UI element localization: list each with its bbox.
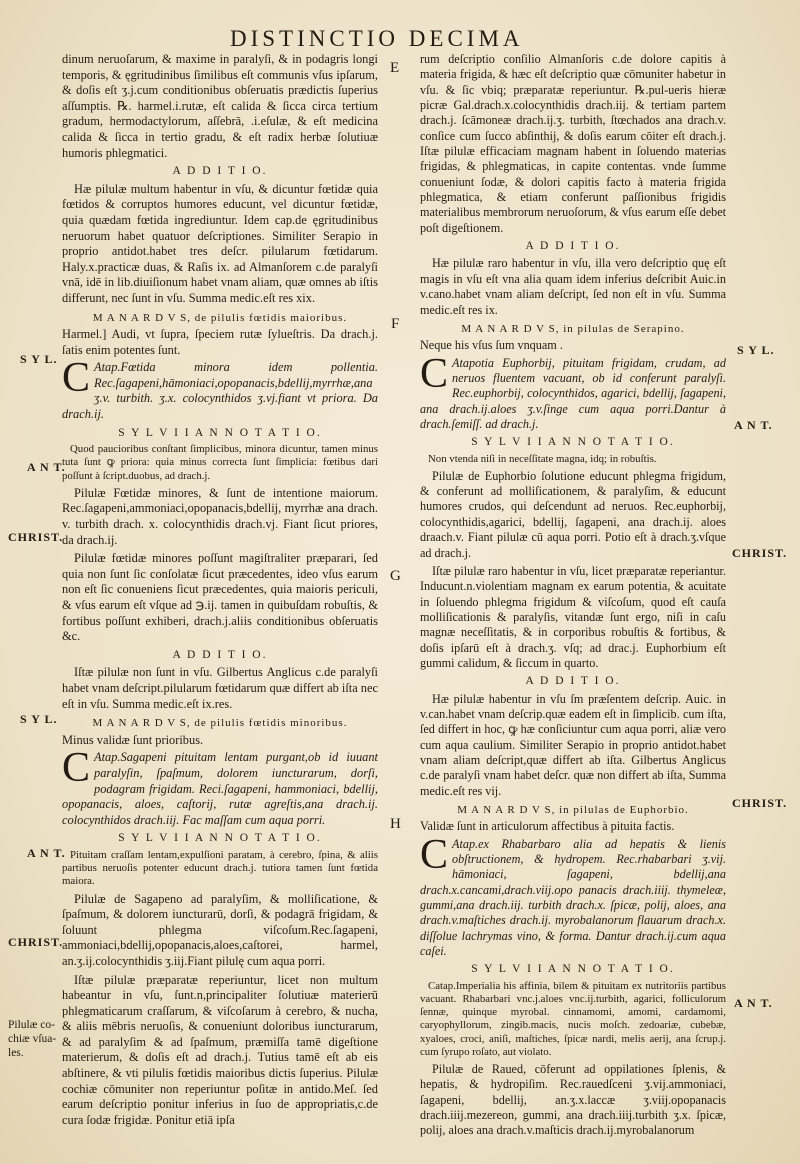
- right-paragraph: [420, 819, 726, 834]
- paragraph-text: M A N A R D V S, in pilulas de Serapino.: [461, 322, 685, 335]
- right-paragraph: [420, 435, 726, 450]
- margin-note-pilulae: Pilulæ co- chiæ vſua- les.: [8, 1019, 57, 1059]
- paragraph-text: S Y L V I I A N N O T A T I O.: [118, 832, 322, 845]
- paragraph-text: Pilulæ Fœtidæ minores, & ſunt de intentione maiorum. Rec.ſagapeni,ammoniaci,opopanacis,bdellij, myrrhæ ana drach. v. turbith drach. x. colocynthidis drach.vj. Fiant ſicut priores, da drach.ij.: [62, 485, 378, 547]
- left-paragraph: [62, 973, 378, 1129]
- margin-label-ant: A N T.: [27, 460, 66, 474]
- margin-label-christ-2: CHRIST.: [8, 935, 64, 949]
- paragraph-text: Hæ pilulæ habentur in vſu ſm præſentem deſcrip. Auic. in v.can.habet vnam deſcrip.quæ eadem eſt in ſimplicib. cum iſta, ſed differt in hoc, ꝙ hæ conſiciuntur cum aqua porri, aliæ vero cum aqua caulium. Similiter Serapio in proprio antidot.habet vnam aliam deſcript,quæ differt ab iſta. Gilbertus Anglicus c.de paralyſi vnam habet deſcr. quæ non differt ab iſta, Summa medic.eſt res vij.: [420, 691, 726, 798]
- paragraph-text: Hæ pilulæ raro habentur in vſu, illa vero deſcriptio quę eſt magis in vſu eſt vna alia quam idem inferius deſcribit Auic.in v.cano.habet vnam aliam deſcript, ſed non eſt in vſu. Summa medic.eſt res ix.: [420, 256, 726, 317]
- paragraph-text: Iſtæ pilulæ præparatæ reperiuntur, licet non multum habeantur in vſu, ſunt.n,principaliter ſolutiuæ materierū phlegmaticarum craſſarum, & viſcoſarum à cerebro, & nucha, & aliis mēbris neruoſis, & conueniunt doloribus iuncturarum, & ad paralyſim & ad ſpaſmum, præmiſſa tamē digeſtione materierum, & doſis eſt ad drach.j. Tutius tamē eſt ab eis abſtinere, & vti pilulis fœtidis maioribus dictis ſuperius. Pilulæ cochiæ cōmuniter non reperiuntur poſitæ in antido.Meſ. ſed earum deſcriptio ponitur inferius in ſuo de appropriatis,c.de cura ſodæ frigidæ. Ponitur etiā ipſa: [62, 972, 378, 1127]
- margin-label-christ: CHRIST.: [8, 530, 64, 544]
- paragraph-text: Harmel.] Audi, vt ſupra, ſpeciem rutæ ſylueſtris. Da drach.j. ſatis enim potentes ſunt.: [62, 327, 378, 357]
- right-paragraph: [420, 322, 726, 337]
- section-letter-f: F: [391, 316, 400, 332]
- margin-label-syl: S Y L.: [20, 352, 58, 366]
- paragraph-text: Non vtenda niſi in neceſſitate magna, idq; in robuſtis.: [428, 452, 657, 465]
- paragraph-text: A D D I T I O.: [525, 240, 621, 253]
- left-paragraph: [62, 52, 378, 161]
- paragraph-text: Atap.Sagapeni pituitam lentam purgant,ob id iuuant paralyſin, ſpaſmum, dolorem iuncturarum, dorſi, podagram frigidam. Reci.ſagapeni, hammoniaci, bdellij, opopanacis, aloes, caſtorij, rutæ agreſtis,ana drach.ij. colocynthidos drach.iij. Fac maſſam cum aqua porri.: [62, 750, 378, 827]
- paragraph-text: M A N A R D V S, de pilulis fœtidis maioribus.: [92, 311, 348, 324]
- left-paragraph: [62, 892, 378, 970]
- left-paragraph: [62, 311, 378, 327]
- left-paragraph: [62, 426, 378, 442]
- left-paragraph: [62, 716, 378, 732]
- margin-label-syl-right: S Y L.: [737, 343, 775, 357]
- section-letter-g: G: [390, 568, 401, 584]
- left-paragraph: [62, 648, 378, 664]
- left-paragraph: [62, 665, 378, 712]
- paragraph-text: Pituitam craſſam lentam,expulſioni paratam, à cerebro, ſpina, & aliis partibus neruoſis potenter educunt drach.j. tutiora tamen ſunt fœtida maiora.: [62, 848, 378, 888]
- left-paragraph: [62, 164, 378, 180]
- right-paragraph: [420, 453, 726, 466]
- left-paragraph: [62, 733, 378, 749]
- left-paragraph: [62, 182, 378, 307]
- paragraph-text: Atapotia Euphorbij, pituitam frigidam, crudam, ad neruos fluentem vacuant, ob id conferunt paralyſi. Rec.euphorbij, colocynthidos, agarici, bdellij, ſagapeni, ana drach.ij.aloes ʒ.v.ſinge cum aqua porri.Dantur à drach.ſemiſſ. ad drach.j.: [420, 355, 726, 431]
- left-paragraph: [62, 551, 378, 645]
- margin-label-christ-right-2: CHRIST.: [732, 796, 788, 810]
- running-header: DISTINCTIO DECIMA: [230, 26, 524, 51]
- paragraph-text: A D D I T I O.: [172, 165, 268, 178]
- margin-label-christ-right: CHRIST.: [732, 546, 788, 560]
- right-paragraph: [420, 350, 726, 433]
- margin-label-ant-right-2: A N T.: [734, 996, 773, 1010]
- right-paragraph: [420, 564, 726, 671]
- margin-label-syl-2: S Y L.: [20, 712, 58, 726]
- right-paragraph: [420, 980, 726, 1059]
- left-column: [62, 52, 378, 1131]
- right-paragraph: [420, 239, 726, 254]
- paragraph-text: A D D I T I O.: [525, 675, 621, 688]
- paragraph-text: M A N A R D V S, de pilulis fœtidis minoribus.: [92, 717, 348, 730]
- paragraph-text: M A N A R D V S, in pilulas de Euphorbio.: [457, 804, 689, 817]
- right-paragraph: [420, 469, 726, 561]
- left-paragraph: [62, 355, 378, 422]
- paragraph-text: Hæ pilulæ multum habentur in vſu, & dicuntur fœtidæ quia fœtidos & corruptos humores educunt, vel dicuntur fœtidæ, quia quædam fœtida ingrediuntur. Idem cap.de ęgritudinibus neruorum habet quatuor deſcriptiones. Similiter Serapio in proprio antidot.habet tres deſcr. pilularum fœtidarum. Haly.x.practicæ duas, & Raſis ix. ad Almanſorem c.de paralyſi vnā, idē in lib.diuiſionum habet vnam aliam, quæ omnes ab iſtis differunt, nec ſunt in vſu. Summa medic.eſt res xix.: [62, 181, 378, 305]
- right-paragraph: [420, 52, 726, 236]
- right-paragraph: [420, 1062, 726, 1139]
- paragraph-text: Pilulæ de Raued, cōferunt ad oppilationes ſplenis, & hepatis, & hydropiſim. Rec.rauedſceni ʒ.vij.ammoniaci, ſagapeni, bdellij, an.ʒ.x.laccæ ʒ.viij.opopanacis drach.iiij.mezereon, gummi, ana drach.iiij.turbith ʒ.x. ſpicæ, polij, aloes ana drach.v.maſticis drach.ij.myrobalanorum: [420, 1062, 726, 1138]
- paragraph-text: S Y L V I I A N N O T A T I O.: [118, 426, 322, 439]
- paragraph-text: Catap.Imperialia his affinia, bilem & pituitam ex nutritoriis partibus vacuant. Rhabarbari vnc.j.aloes vnc.ij.turbith, agarici, folliculorum ſennæ, quinque myrobal. cinnamomi, amomi, cardamomi, caryophyllorum, zingib.macis, nucis moſch. zedoariæ, cubebæ, xyaloes, croci, aniſi, maſtiches, ſpicæ nardi, melis aerij, ana ſcrup.j. cum ſyrupo roſato, aut violato.: [420, 979, 726, 1058]
- section-letter-h: H: [390, 816, 401, 832]
- paragraph-text: A D D I T I O.: [172, 648, 268, 661]
- paragraph-text: Neque his vſus ſum vnquam .: [420, 338, 563, 353]
- paragraph-text: Iſtæ pilulæ raro habentur in vſu, licet præparatæ reperiantur. Inducunt.n.violentiam magnam ex earum potentia, & acuitate in ſoluendo phlegma frigidum & viſcoſum, quod eſt cauſa molliſicationis & paralyſis, vitandæ ſunt ergo, niſi in caſu magnæ neceſſitatis, & in corporibus robuſtis & fortibus, & doſis ipſarū eſt à drach.ʒ. vſq; ad drac.j. Euphorbium eſt gummi calidum, & ſiccum in quarto.: [420, 563, 726, 670]
- right-paragraph: [420, 692, 726, 799]
- paragraph-text: Pilulæ de Sagapeno ad paralyſim, & molliſicatione, & ſpaſmum, & dolorem iuncturarū, dorſi, & podagrā frigidam, & ſoluunt phlegma viſcoſum.Rec.ſagapeni, ammoniaci,bdellij,opopanacis,aloes,caſtorei, harmel, an.ʒ.ij.colocynthidis ʒ.iij.Fiant pilulę cum aqua porri.: [62, 891, 378, 968]
- paragraph-text: Minus validæ ſunt prioribus.: [62, 732, 204, 747]
- paragraph-text: Pilulæ de Euphorbio ſolutione educunt phlegma frigidum, & conferunt ad molliſicationem, & paralyſim, & educunt humores crudos, qui deſcendunt ad neruos. Rec.euphorbij, colocynthidis,agarici, bdellij, ſagapeni, ana drach.ij. aloes draach.v. Fiant pilulæ cū aqua porri. Potio eſt à drach.ʒ.vſque ad drach.j.: [420, 468, 726, 560]
- right-paragraph: [420, 803, 726, 818]
- paragraph-text: Pilulæ fœtidæ minores poſſunt magiſtraliter præparari, ſed quia non ſunt ſic conſolatæ ſicut præcedentes, ideo vſus earum non eſt ſic conueniens ſicut præcedentes, quia maioris periculi, & vſus earum eſt vſque ad ℈.ij. tamen in quibuſdam robuſtis, & fortibus poſſunt exhiberi, drach.j.aliis conditionibus obſeruatis &c.: [62, 551, 378, 644]
- paragraph-text: rum deſcriptio conſilio Almanſoris c.de dolore capitis à materia frigida, & hæc eſt deſcriptio quæ cōmuniter habetur in vſu. & ſic vbiq; præparatæ reperiuntur. ℞.pul-ueris hieræ picræ Gal.drach.x.colocynthidis drach.iij. & tertiam partem drach.j. ſcāmoneæ drach.ij.ʒ. turbith, ſtœchados ana drach.v. conſice cum ſucco abſinthij, & doſis earum cōiter eſt drach.j. Iſtæ pilulæ efficaciam magnam habent in ſoluendo materias frigidas, & phlegmaticas, in capite contentas. vnde ſumme conueniunt ſodæ, & dolori capitis facto à materia frigida phlegmatica, & etiam conferunt paſſionibus frigidis materialibus membrorum neruoſorum, & vſus earum eſſe debet poſt digeſtionem.: [420, 52, 726, 235]
- left-paragraph: [62, 831, 378, 847]
- paragraph-text: Quod paucioribus conſtant ſimplicibus, minora dicuntur, tamen minus tuta ſunt ꝙ priora: quia minus correcta ſunt ſimplicia: fœtibus dari poſſunt à ſcript.duobus, ad drach.j.: [62, 443, 378, 482]
- right-paragraph: [420, 962, 726, 977]
- paragraph-text: S Y L V I I A N N O T A T I O.: [471, 436, 675, 449]
- right-paragraph: [420, 674, 726, 689]
- drop-cap: C: [62, 745, 91, 792]
- left-paragraph: [62, 443, 378, 483]
- drop-cap: C: [62, 355, 91, 402]
- right-column: [420, 52, 726, 1142]
- margin-label-ant-2: A N T.: [27, 846, 66, 860]
- right-paragraph: [420, 338, 726, 353]
- paragraph-text: dinum neruoſarum, & maxime in paralyſi, & in podagris longi temporis, & ęgritudinibus ſimilibus eſt communis vſus ipſarum, & doſis eſt ʒ.j.cum conditionibus obſeruatis prædictis ſuperius aſſumptis. ℞. harmel.i.rutæ, eſt calida & ſicca circa tertium gradum, hermodactylorum, aſſebrā, .i.eſulæ, & eſt medicina calida & ſicca in tertio gradu, & eſt radix herbæ ſolutiuæ humoris phlegmatici.: [62, 52, 378, 160]
- paragraph-text: Validæ ſunt in articulorum affectibus à pituita factis.: [420, 819, 675, 834]
- right-paragraph: [420, 256, 726, 317]
- drop-cap: C: [420, 350, 449, 397]
- left-paragraph: [62, 486, 378, 548]
- left-paragraph: [62, 327, 378, 358]
- paragraph-text: Iſtæ pilulæ non ſunt in vſu. Gilbertus Anglicus c.de paralyſi habet vnam deſcript.pilularum fœtidarum quæ differt ab iſta nec eſt in vſu. Summa medic.eſt ix.res.: [62, 665, 378, 711]
- right-paragraph: [420, 831, 726, 960]
- drop-cap: C: [420, 831, 449, 878]
- margin-label-ant-right: A N T.: [734, 418, 773, 432]
- paragraph-text: Atap.ex Rhabarbaro alia ad hepatis & lienis obſtructionem, & hydropem. Rec.rhabarbari ʒ.vij. hāmoniaci, ſagapeni, bdellij,ana drach.x.cancami,drach.viij.opo panacis drach.iiij. thymeleæ, gummi,ana drach.iij. turbith drach.x. ſpicæ, polij, aloes, ana drach.v.maſtiches drach.ij. myrobalanorum flauarum drach.x. diſſolue lachrymas vino, & forma. Dantur drach.ij.cum aqua caſei.: [420, 836, 726, 959]
- section-letter-e: E: [390, 60, 400, 76]
- paragraph-text: S Y L V I I A N N O T A T I O.: [471, 963, 675, 976]
- left-paragraph: [62, 849, 378, 889]
- paragraph-text: Atap.Fœtida minora idem pollentia. Rec.ſagapeni,hāmoniaci,opopanacis,bdellij,myrrhæ,ana ʒ.v. turbith. ʒ.x. colocynthidos ʒ.vj.fiant vt priora. Da drach.ij.: [62, 360, 378, 422]
- left-paragraph: [62, 745, 378, 828]
